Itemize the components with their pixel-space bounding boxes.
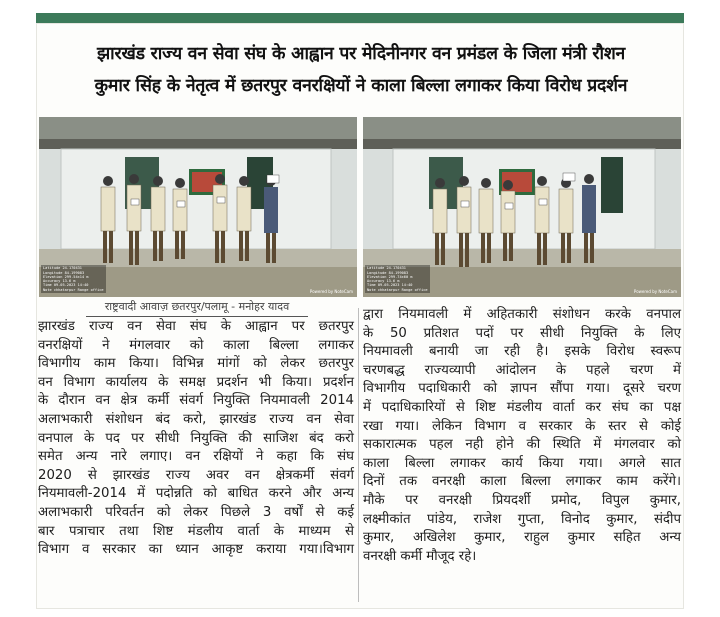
overlay-longitude: Longitude 84.199083 — [43, 270, 85, 275]
overlay-time: Time 09-05-2023 14:40 — [43, 283, 89, 288]
headline-line-2: कुमार सिंह के नेतृत्व में छतरपुर वनरक्षियों ने काला बिल्ला लगाकर किया विरोध प्रदर्शन — [94, 76, 628, 96]
overlay-elevation: Elevation 299.54±14 m — [43, 274, 89, 279]
article-line: वनरक्षी कर्मी मौजूद रहे। — [363, 548, 477, 564]
top-bar — [36, 13, 684, 23]
article-line: 2020 से झारखंड राज्य अवर वन क्षेत्रकर्मी संवर्ग — [38, 467, 354, 483]
article-line: अलाभकारी परिवर्तन को लेकर पिछले 3 वर्षों से कई — [38, 504, 354, 520]
article-column-right — [363, 306, 681, 566]
headline-line-1: झारखंड राज्य वन सेवा संघ के आह्वान पर मेदिनीनगर वन प्रमंडल के जिला मंत्री रौशन — [96, 44, 626, 64]
article-line: कुमार, अखिलेश कुमार, राहुल कुमार सहित अन्य — [363, 530, 681, 546]
protest-photo-right — [363, 117, 681, 297]
article-line: दिनों तक वनरक्षी काला बिल्ला लगाकर काम करेंगे। — [363, 474, 681, 490]
overlay-accuracy: Accuracy 13.6 m — [43, 279, 76, 284]
overlay-elevation: Elevation 299.74±60 m — [367, 274, 413, 279]
article-line: काला बिल्ला लगाकर कार्य किया गया। अगले सात — [363, 455, 681, 471]
article-line: चरणबद्ध राज्यव्यापी आंदोलन के पहले चरण में — [363, 362, 681, 378]
article-line: विभागीय पदाधिकारी को ज्ञापन सौंपा गया। दूसरे चरण — [363, 381, 681, 397]
watermark-right: Powered by NoteCam — [633, 289, 677, 294]
gps-overlay-left — [41, 265, 106, 293]
article-line: सकारात्मक पहल नही होने की स्थिति में मंगलवार को — [363, 437, 681, 453]
protest-photo-left — [39, 117, 357, 297]
overlay-longitude: Longitude 84.199083 — [367, 270, 409, 275]
article-line: में पदाधिकारियों से शिष्ट मंडलीय वार्ता कर संघ का पक्ष — [363, 399, 681, 415]
byline: राष्ट्रवादी आवाज़ छतरपुर/पलामू - मनोहर यादव — [86, 298, 308, 317]
overlay-note: Note chhatarpur Range office — [43, 287, 104, 292]
article-column-left — [38, 318, 354, 560]
article-line: के दौरान वन क्षेत्र कर्मी संवर्ग नियुक्ति नियमावली 2014 — [38, 393, 354, 409]
article-line: द्वारा नियमावली में अहितकारी संशोधन करके वनपाल — [363, 307, 681, 322]
article-line: विभाग व सरकार का ध्यान आकृष्ट कराया गया।विभाग — [38, 542, 354, 558]
article-line: विभागीय काम किया। विभिन्न मांगों को लेकर छतरपुर — [38, 356, 354, 372]
article-line: नियमावली बनायी जा रही है। इसके विरोध स्वरूप — [363, 344, 681, 360]
overlay-accuracy: Accuracy 13.6 m — [367, 279, 400, 284]
overlay-latitude: Latitude 24.170431 — [367, 266, 406, 271]
overlay-latitude: Latitude 24.170431 — [43, 266, 82, 271]
overlay-time: Time 09-05-2023 14:40 — [367, 283, 413, 288]
watermark-left: Powered by NoteCam — [309, 289, 353, 294]
article-line: रखा गया। लेकिन विभाग व सरकार के स्तर से कोई — [363, 418, 681, 434]
article-line: झारखंड राज्य वन सेवा संघ के आह्वान पर छतरपुर — [38, 319, 354, 334]
headline — [44, 38, 678, 102]
article-line: लक्ष्मीकांत पांडेय, राजेश गुप्ता, विनोद कुमार, संदीप — [363, 511, 681, 527]
article-line: समेत अन्य नारे लगाए। वन रक्षियों ने कहा कि संघ — [38, 449, 354, 465]
article-line: अलाभकारी संशोधन बंद करो, झारखंड राज्य वन सेवा — [38, 411, 354, 427]
article-line: वनपाल के पद पर सीधी नियुक्ति की साजिश बंद करो — [38, 430, 354, 446]
article-line: वन विभाग कार्यालय के समक्ष प्रदर्शन भी किया। प्रदर्शन — [38, 374, 354, 390]
article-line: के 50 प्रतिशत पदों पर सीधी नियुक्ति के लिए — [363, 325, 681, 341]
gps-overlay-right — [365, 265, 430, 293]
article-line: मौके पर वनरक्षी प्रियदर्शी प्रमोद, विपुल कुमार, — [363, 492, 681, 508]
column-divider — [358, 308, 359, 602]
article-line: नियमावली-2014 में पदोन्नति को बाधित करने और अन्य — [38, 486, 354, 502]
overlay-note: Note chhatarpur Range office — [367, 287, 428, 292]
article-line: वनरक्षियों ने मंगलवार को काला बिल्ला लगाकर — [38, 337, 354, 353]
article-line: बार पत्राचार तथा शिष्ट मंडलीय वार्ता के माध्यम से — [38, 523, 354, 539]
